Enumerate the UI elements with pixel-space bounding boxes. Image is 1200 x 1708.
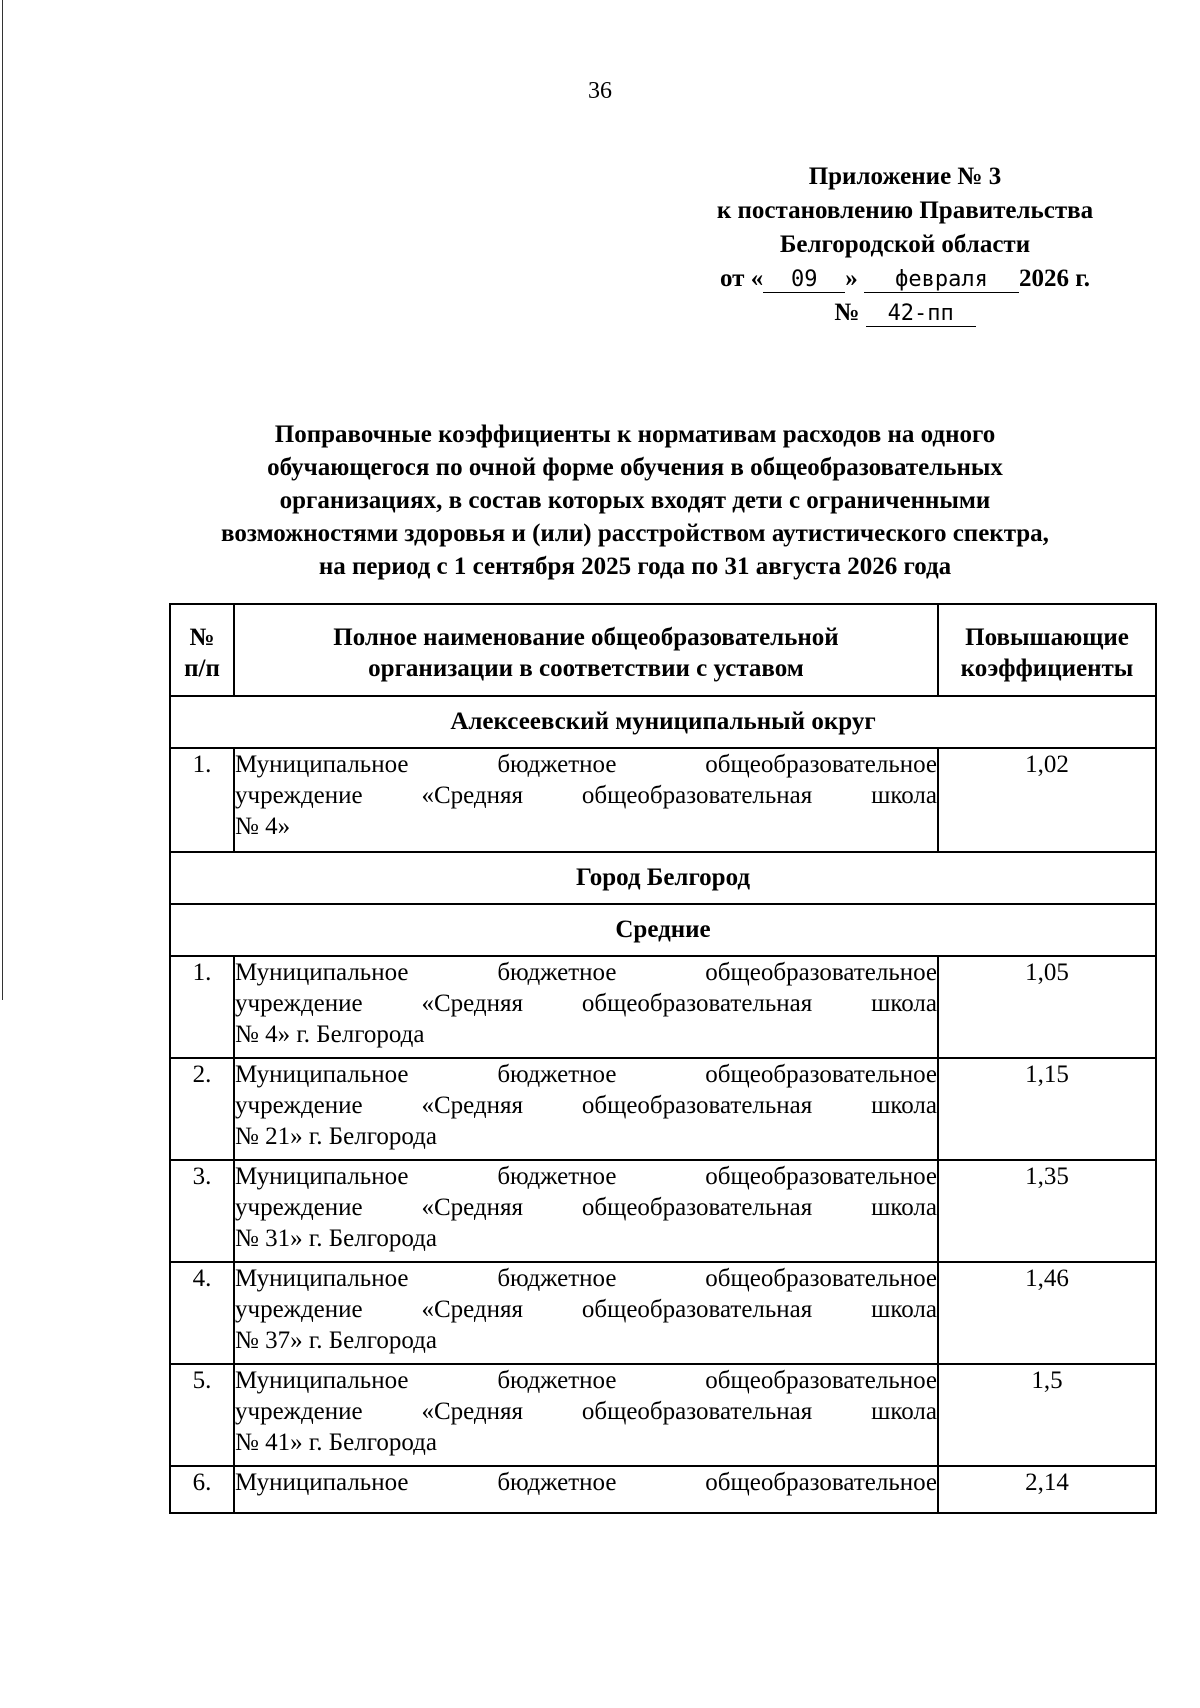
appendix-number [660,296,1150,330]
row-number: 6. [170,1466,234,1513]
page-number: 36 [588,78,612,104]
org-name-line1: Муниципальное бюджетное общеобразовательное [235,1265,937,1292]
coefficient-value: 1,5 [938,1364,1156,1466]
coefficient-value: 1,05 [938,956,1156,1058]
number-value: 42-пп [866,302,976,327]
section-alekseevsky: Алексеевский муниципальный округ [170,696,1156,748]
coefficient-value: 1,15 [938,1058,1156,1160]
section-row [170,696,1156,748]
coefficients-table [169,603,1157,1514]
org-name [234,748,938,852]
number-prefix: № [834,299,860,326]
row-number: 4. [170,1262,234,1364]
title-line-5: на период с 1 сентября 2025 года по 31 августа 2026 года [318,553,952,580]
org-name-line1: Муниципальное бюджетное общеобразовательное [235,1163,937,1190]
org-name [234,1058,938,1160]
table-row [170,956,1156,1058]
section-row [170,904,1156,956]
date-day: 09 [763,268,845,293]
org-name [234,956,938,1058]
table-row [170,1262,1156,1364]
org-name-line3: № 4» г. Белгорода [235,1021,425,1048]
document-title [150,418,1120,583]
table-header [170,604,1156,696]
date-mid: » [845,265,858,292]
table-row [170,1364,1156,1466]
table-row [170,1160,1156,1262]
org-name-line2: учреждение «Средняя общеобразовательная школа [235,1398,937,1425]
org-name [234,1262,938,1364]
org-name-line1: Муниципальное бюджетное общеобразовательное [235,1469,937,1496]
org-name-line2: учреждение «Средняя общеобразовательная школа [235,782,937,809]
appendix-resolution: к постановлению Правительства [716,197,1094,224]
coefficient-value: 1,02 [938,748,1156,852]
table-row [170,748,1156,852]
row-number: 1. [170,748,234,852]
scan-margin-line [2,0,3,1000]
section-belgorod: Город Белгород [170,852,1156,904]
header-coef-line2: коэффициенты [960,655,1134,682]
header-num-line1: № [189,624,215,651]
header-coef [938,604,1156,696]
org-name-line1: Муниципальное бюджетное общеобразовательное [235,1061,937,1088]
org-name [234,1466,938,1513]
date-prefix: от « [720,265,764,292]
subsection-secondary: Средние [170,904,1156,956]
org-name [234,1160,938,1262]
header-name-line2: организации в соответствии с уставом [368,655,804,682]
row-number: 3. [170,1160,234,1262]
org-name-line3: № 31» г. Белгорода [235,1225,437,1252]
appendix-block [660,160,1150,330]
org-name-line3: № 41» г. Белгорода [235,1429,437,1456]
header-coef-line1: Повышающие [965,624,1129,651]
org-name-line3: № 4» [235,813,291,840]
org-name-line1: Муниципальное бюджетное общеобразовательное [235,1367,937,1394]
date-year: 2026 г. [1018,265,1090,292]
header-num [170,604,234,696]
title-line-1: Поправочные коэффициенты к нормативам расходов на одного [274,421,996,448]
header-num-line2: п/п [184,655,220,682]
table-row [170,1058,1156,1160]
appendix-title: Приложение № 3 [808,163,1002,190]
org-name-line3: № 21» г. Белгорода [235,1123,437,1150]
title-line-3: организациях, в состав которых входят дети с ограниченными [279,487,991,514]
org-name-line2: учреждение «Средняя общеобразовательная школа [235,1092,937,1119]
org-name-line1: Муниципальное бюджетное общеобразовательное [235,751,937,778]
appendix-region: Белгородской области [779,231,1031,258]
section-row [170,852,1156,904]
title-line-4: возможностями здоровья и (или) расстройством аутистического спектра, [221,520,1049,547]
coefficient-value: 2,14 [938,1466,1156,1513]
header-name [234,604,938,696]
org-name-line2: учреждение «Средняя общеобразовательная школа [235,990,937,1017]
org-name-line2: учреждение «Средняя общеобразовательная школа [235,1194,937,1221]
coefficient-value: 1,35 [938,1160,1156,1262]
row-number: 5. [170,1364,234,1466]
row-number: 2. [170,1058,234,1160]
header-name-line1: Полное наименование общеобразовательной [333,624,839,651]
org-name-line3: № 37» г. Белгорода [235,1327,437,1354]
org-name [234,1364,938,1466]
org-name-line2: учреждение «Средняя общеобразовательная школа [235,1296,937,1323]
coefficient-value: 1,46 [938,1262,1156,1364]
appendix-date [660,262,1150,296]
row-number: 1. [170,956,234,1058]
title-line-2: обучающегося по очной форме обучения в общеобразовательных [267,454,1003,481]
org-name-line1: Муниципальное бюджетное общеобразовательное [235,959,937,986]
date-month: февраля [864,268,1019,293]
table-row [170,1466,1156,1513]
